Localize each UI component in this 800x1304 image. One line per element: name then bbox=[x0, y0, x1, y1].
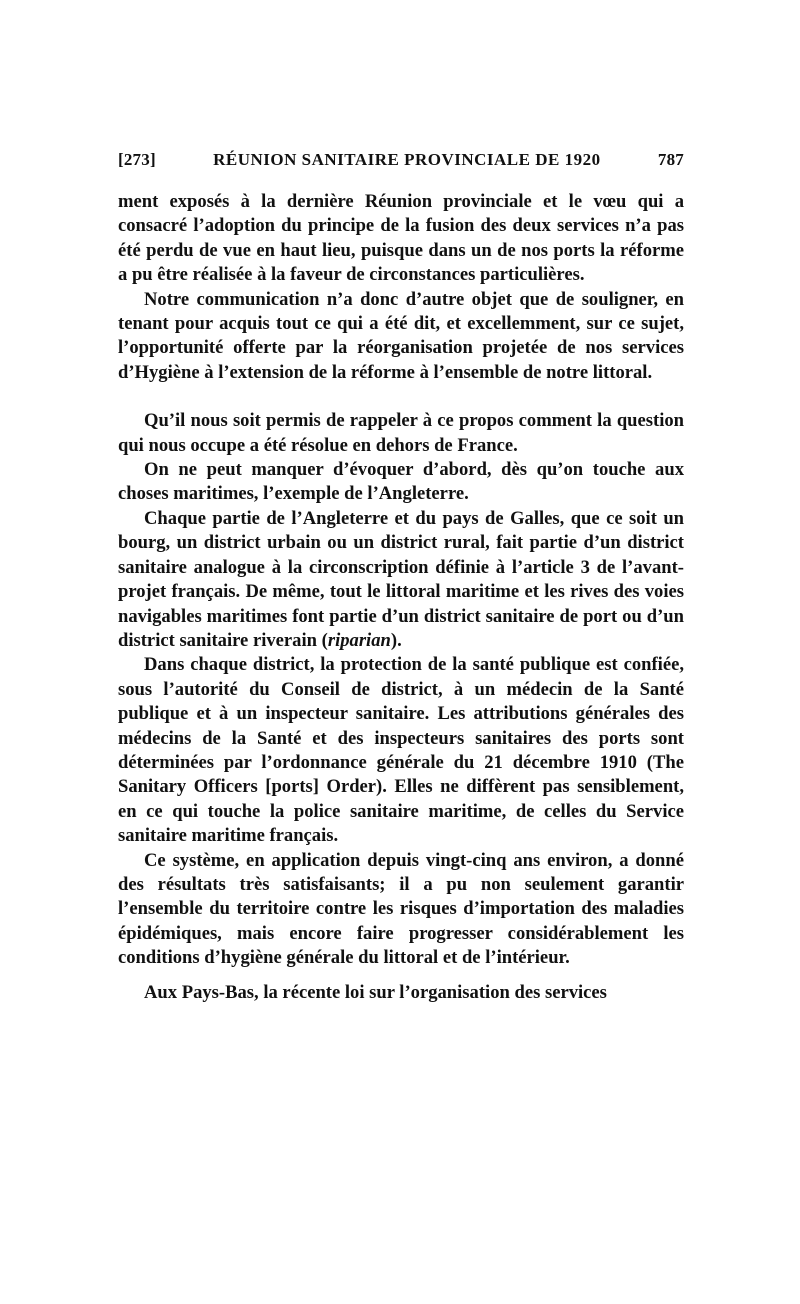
section-gap bbox=[118, 385, 684, 409]
riparian-term: riparian bbox=[327, 629, 391, 651]
paragraph-systeme: Ce système, en application depuis vingt-cinq ans environ, a donné des résultats très satisfaisants; il a pu non seulement garantir l’ensemble du territoire contre les risques d’importation des maladies épidémiques, mais encore faire progresser considérablement les conditions d’hygiène générale du littoral et de l’intérieur. bbox=[118, 849, 684, 969]
paragraph-angleterre: On ne peut manquer d’évoquer d’abord, dès qu’on touche aux choses maritimes, l’exemple de l’Angleterre. bbox=[118, 459, 684, 505]
districts-text: Chaque partie de l’Angleterre et du pays de Galles, que ce soit un bourg, un district urbain ou un district rural, fait partie d’un district sanitaire analogue à la circonscription définie à l’article 3 de l’avant-projet français. De même, tout le littoral maritime et les rives des voies navigables maritimes font partie d’un district sanitaire de port ou d’un district sanitaire riverain bbox=[118, 507, 684, 651]
paragraph-continuation: ment exposés à la dernière Réunion provinciale et le vœu qui a consacré l’adoption du principe de la fusion des deux services n’a pas été perdu de vue en haut lieu, puisque dans un de nos ports la réforme a pu être réalisée à la faveur de circonstances particulières. bbox=[118, 191, 684, 286]
paragraph-question: Qu’il nous soit permis de rappeler à ce propos comment la question qui nous occupe a été résolue en dehors de France. bbox=[118, 410, 684, 456]
paragraph-pays-bas: Aux Pays-Bas, la récente loi sur l’organisation des services bbox=[144, 981, 607, 1003]
paragraph-districts bbox=[118, 507, 684, 653]
paren-open: ( bbox=[316, 629, 328, 651]
paragraph-sante-publique: Dans chaque district, la protection de la santé publique est confiée, sous l’autorité du Conseil de district, à un médecin de la Santé publique et à un inspecteur sanitaire. Les attributions générales des médecins de la Santé et des inspecteurs sanitaires des ports sont déterminées par l’ordonnance générale du 21 décembre 1910 (The Sanitary Officers [ports] Order). Elles ne diffèrent pas sensiblement, en ce qui touche la police sanitaire maritime, de celles du Service sanitaire maritime français. bbox=[118, 654, 684, 847]
paragraph-communication: Notre communication n’a donc d’autre objet que de souligner, en tenant pour acquis tout ce qui a été dit, et excellemment, sur ce sujet, l’opportunité offerte par la réorganisation projetée de nos services d’Hygiène à l’extension de la réforme à l’ensemble de notre littoral. bbox=[118, 288, 684, 383]
paragraph-gap bbox=[118, 971, 684, 981]
header-title: RÉUNION SANITAIRE PROVINCIALE DE 1920 bbox=[213, 150, 601, 169]
document-page bbox=[118, 150, 684, 1005]
page-number: 787 bbox=[657, 150, 684, 169]
paren-close: ). bbox=[390, 629, 402, 651]
running-header bbox=[118, 150, 684, 176]
header-reference: [273] bbox=[118, 150, 156, 169]
